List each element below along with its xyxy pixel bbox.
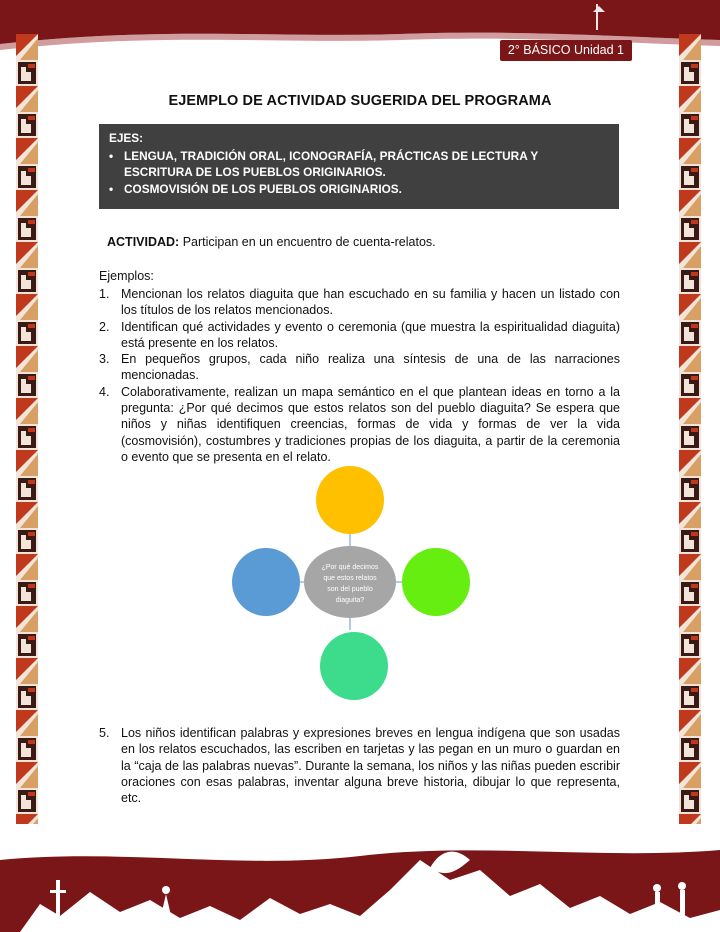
bottom-band — [0, 820, 720, 932]
ejes-item: • LENGUA, TRADICIÓN ORAL, ICONOGRAFÍA, PRÁCTICAS DE LECTURA Y ESCRITURA DE LOS PUEBLOS ORIGINARIOS. — [109, 149, 538, 179]
circle-center — [304, 546, 396, 618]
list-item: 4. Colaborativamente, realizan un mapa semántico en el que plantean ideas en torno a la pregunta: ¿Por qué decimos que estos relatos son del pueblo diaguita? Se espera que niños y niñas identifiquen creencias, formas de vida y formas de ver la vida (cosmovisión), costumbres y tradiciones propias de los diaguita, a partir de la ceremonia o evento que se presenta en el relato. — [99, 384, 620, 464]
list-item: 5. Los niños identifican palabras y expresiones breves en lengua indígena que son usadas en los relatos escuchados, las escriben en tarjetas y las pegan en un muro o guardan en la “caja de las palabras nuevas”. Durante la semana, los niños y las niñas pueden escribir oraciones con esas palabras, inventar alguna breve historia, dibujar lo que representa, etc. — [99, 726, 620, 806]
center-question-line: diaguita? — [335, 597, 365, 604]
list-item: 1. Mencionan los relatos diaguita que han escuchado en su familia y hacen un listado con los títulos de los relatos mencionados. — [99, 287, 620, 318]
bullet-icon: • — [109, 149, 114, 163]
bullet-icon: • — [109, 182, 114, 196]
activity-line — [107, 235, 436, 249]
list-item: 3. En pequeños grupos, cada niño realiza una síntesis de una de las narraciones mencionadas. — [99, 352, 620, 383]
circle-left — [232, 548, 300, 616]
left-pattern-border — [16, 34, 38, 824]
circle-right — [402, 548, 470, 616]
examples-label: Ejemplos: — [99, 269, 154, 283]
center-question-line: ¿Por qué decimos — [321, 564, 379, 571]
ejes-box — [99, 124, 619, 209]
center-question-line: son del pueblo — [327, 586, 373, 593]
activity-text: Participan en un encuentro de cuenta-relatos. — [179, 235, 436, 249]
activity-label: ACTIVIDAD: — [107, 235, 180, 249]
center-question-line: que estos relatos — [323, 575, 377, 582]
document-title: EJEMPLO DE ACTIVIDAD SUGERIDA DEL PROGRAMA — [168, 93, 552, 109]
semantic-map-diagram — [230, 462, 470, 702]
right-pattern-border — [679, 34, 701, 824]
circle-top — [316, 466, 384, 534]
examples-list — [99, 286, 620, 465]
ejes-list — [109, 148, 609, 197]
list-item: 2. Identifican qué actividades y evento o ceremonia (que muestra la espiritualidad diaguita) está presente en los relatos. — [99, 319, 620, 350]
circle-bottom — [320, 632, 388, 700]
ejes-item: • COSMOVISIÓN DE LOS PUEBLOS ORIGINARIOS. — [109, 182, 402, 196]
ejes-heading: EJES: — [109, 131, 144, 145]
level-badge: 2° BÁSICO Unidad 1 — [500, 40, 632, 61]
